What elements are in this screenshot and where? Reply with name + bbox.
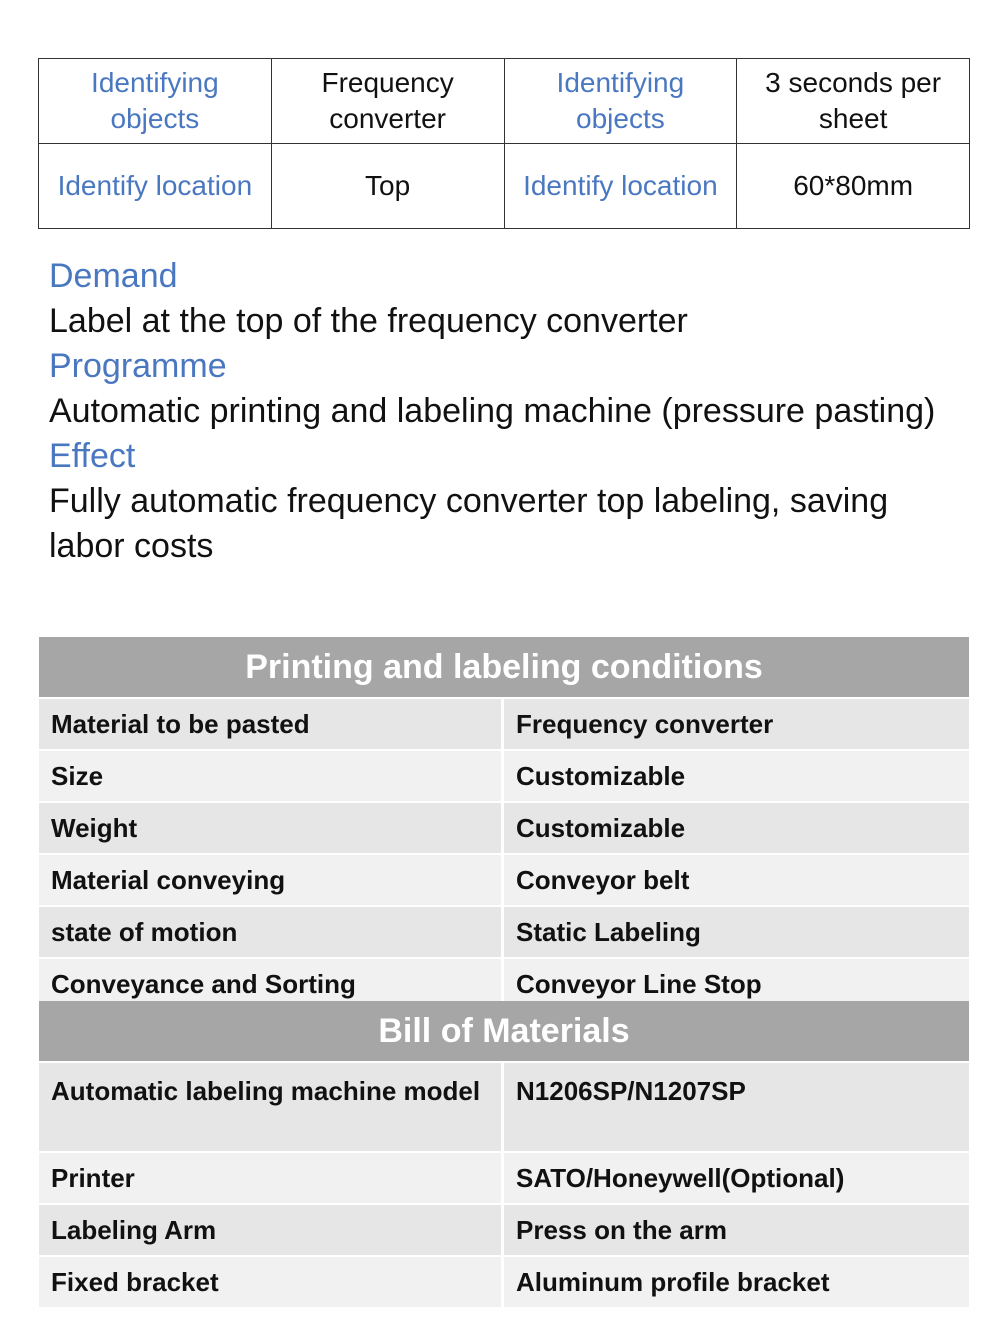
condition-key: state of motion — [39, 907, 504, 957]
condition-value: Static Labeling — [504, 907, 969, 957]
conditions-row — [39, 855, 969, 905]
info-value: Frequency converter — [271, 59, 504, 144]
condition-key: Material conveying — [39, 855, 504, 905]
bill-value: Aluminum profile bracket — [504, 1257, 969, 1307]
conditions-row — [39, 699, 969, 749]
condition-key: Material to be pasted — [39, 699, 504, 749]
bill-value: Press on the arm — [504, 1205, 969, 1255]
condition-key: Weight — [39, 803, 504, 853]
info-table — [38, 58, 970, 229]
condition-value: Customizable — [504, 751, 969, 801]
bill-key: Printer — [39, 1153, 504, 1203]
bill-row — [39, 1063, 969, 1151]
programme-heading: Programme — [49, 347, 227, 385]
conditions-row — [39, 803, 969, 853]
bill-row — [39, 1257, 969, 1307]
conditions-title: Printing and labeling conditions — [39, 637, 969, 697]
info-label: Identify location — [39, 144, 272, 229]
condition-value: Frequency converter — [504, 699, 969, 749]
bill-row — [39, 1153, 969, 1203]
bill-title: Bill of Materials — [39, 1001, 969, 1061]
bill-key: Fixed bracket — [39, 1257, 504, 1307]
info-label: Identifying objects — [504, 59, 737, 144]
conditions-table — [39, 635, 969, 1011]
bill-value: N1206SP/N1207SP — [504, 1063, 969, 1151]
bill-key: Labeling Arm — [39, 1205, 504, 1255]
condition-key: Conveyance and Sorting — [39, 959, 504, 1009]
bill-key: Automatic labeling machine model — [39, 1063, 504, 1151]
condition-key: Size — [39, 751, 504, 801]
info-value: 3 seconds per sheet — [737, 59, 970, 144]
conditions-row — [39, 907, 969, 957]
requirements-block — [49, 254, 969, 569]
demand-text: Label at the top of the frequency converter — [49, 302, 688, 340]
effect-heading: Effect — [49, 437, 136, 475]
info-value: 60*80mm — [737, 144, 970, 229]
demand-heading: Demand — [49, 257, 178, 295]
condition-value: Customizable — [504, 803, 969, 853]
info-row — [39, 59, 970, 144]
conditions-row — [39, 751, 969, 801]
programme-text: Automatic printing and labeling machine (pressure pasting) — [49, 392, 936, 430]
info-row — [39, 144, 970, 229]
bill-table — [39, 999, 969, 1309]
info-value: Top — [271, 144, 504, 229]
condition-value: Conveyor belt — [504, 855, 969, 905]
effect-text: Fully automatic frequency converter top labeling, saving labor costs — [49, 482, 889, 565]
condition-value: Conveyor Line Stop — [504, 959, 969, 1009]
bill-row — [39, 1205, 969, 1255]
info-label: Identifying objects — [39, 59, 272, 144]
info-label: Identify location — [504, 144, 737, 229]
bill-value: SATO/Honeywell(Optional) — [504, 1153, 969, 1203]
